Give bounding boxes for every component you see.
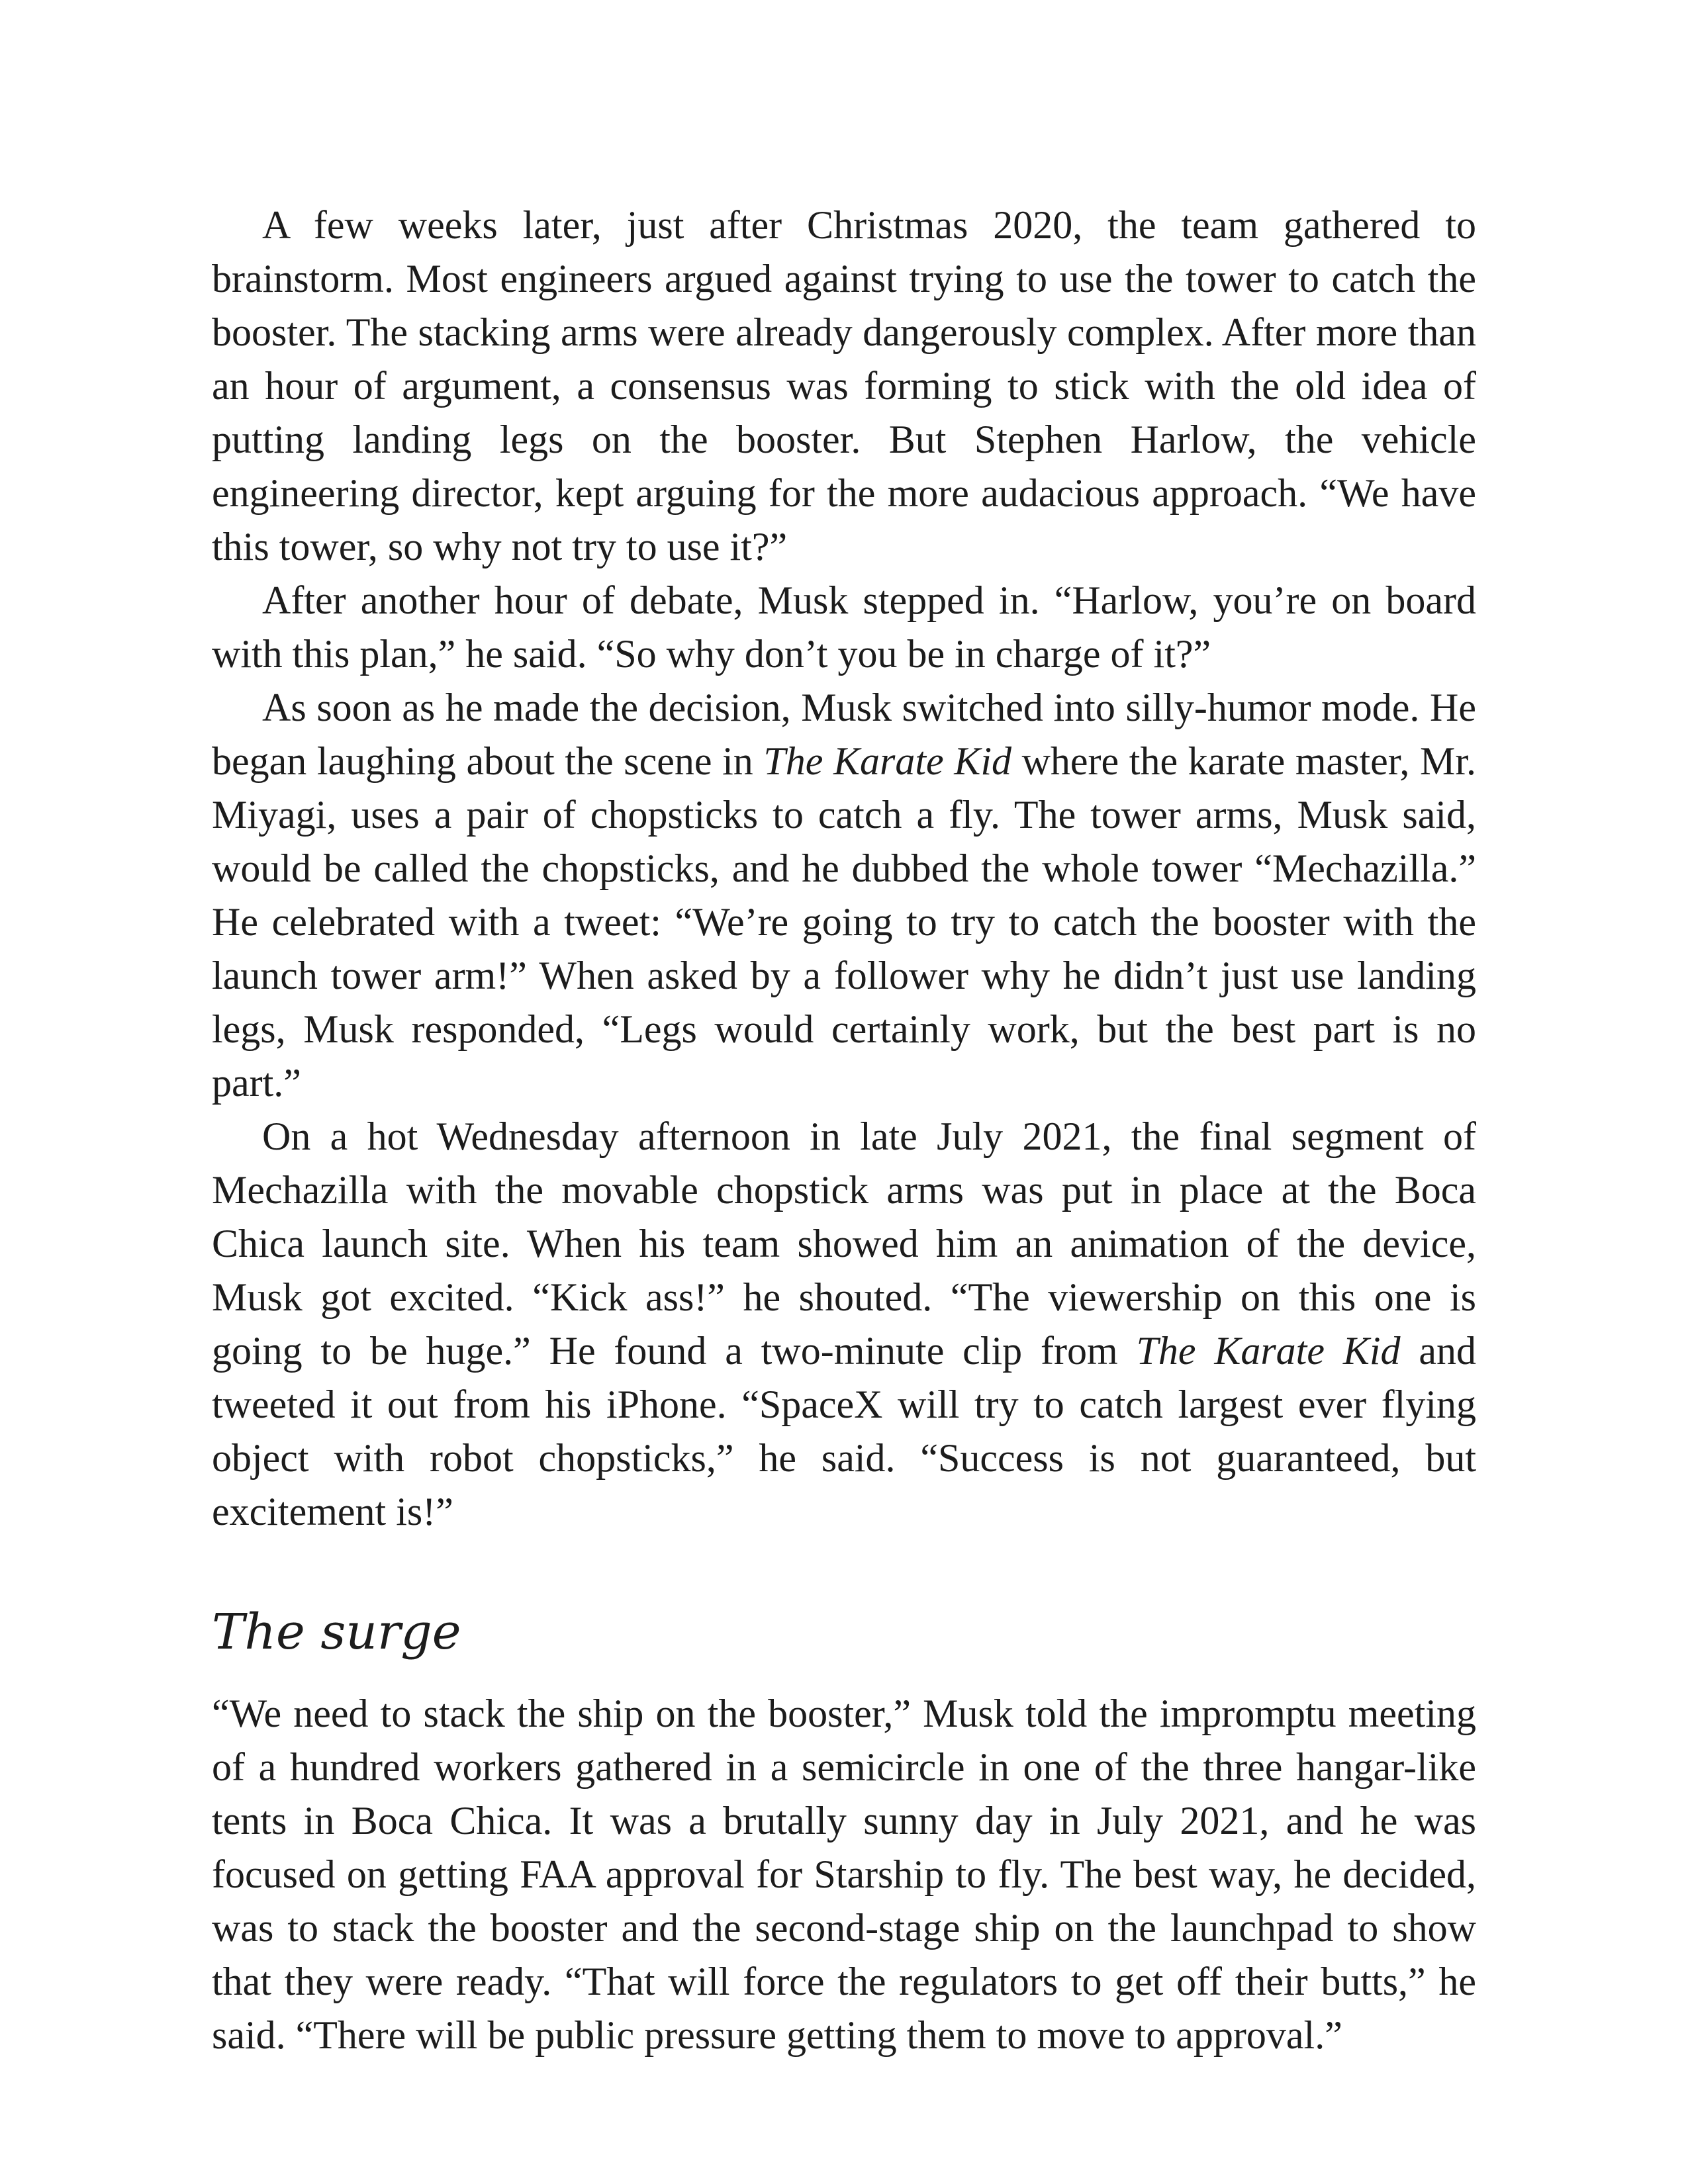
paragraph-text: “We need to stack the ship on the booster,” Musk told the impromptu meeting of a hundred workers gathered in a semicircle in one of the three hangar-like tents in Boca Chica. It was a brutally sunny day in July 2021, and he was focused on getting FAA approval for Starship to fly. The best way, he decided, was to stack the booster and the second-stage ship on the launchpad to show that they were ready. “That will force the regulators to get off their butts,” he said. “There will be public pressure getting them to move to approval.” — [212, 1692, 1476, 2057]
paragraph-stack-ship — [212, 1687, 1476, 2062]
paragraph-brainstorm — [212, 199, 1476, 574]
paragraph-text-part: where the karate master, Mr. Miyagi, uses a pair of chopsticks to catch a fly. The tower arms, Musk said, would be called the chopsticks, and he dubbed the whole tower “Mechazilla.” He celebrated with a tweet: “We’re going to try to catch the booster with the launch tower arm!” When asked by a follower why he didn’t just use landing legs, Musk responded, “Legs would certainly work, but the best part is no part.” — [212, 739, 1476, 1105]
paragraph-mechazilla — [212, 1110, 1476, 1539]
paragraph-chopsticks — [212, 681, 1476, 1110]
paragraph-text-part: and tweeted it out from his iPhone. “SpaceX will try to catch largest ever flying object with robot chopsticks,” he said. “Success is not guaranteed, but excitement is!” — [212, 1329, 1476, 1533]
film-title: The Karate Kid — [1136, 1329, 1401, 1373]
paragraph-text: After another hour of debate, Musk stepped in. “Harlow, you’re on board with this plan,” he said. “So why don’t you be in charge of it?” — [212, 578, 1476, 676]
paragraph-text-part: As soon as he made the decision, Musk switched into silly-humor mode. He began laughing about the scene in — [212, 686, 1476, 783]
paragraph-harlow — [212, 574, 1476, 681]
paragraph-text-part: On a hot Wednesday afternoon in late July 2021, the final segment of Mechazilla with the movable chopstick arms was put in place at the Boca Chica launch site. When his team showed him an animation of the device, Musk got excited. “Kick ass!” he shouted. “The viewership on this one is going to be huge.” He found a two-minute clip from — [212, 1115, 1476, 1373]
film-title: The Karate Kid — [763, 739, 1011, 783]
paragraph-text: A few weeks later, just after Christmas 2020, the team gathered to brainstorm. Most engineers argued against trying to use the tower to catch the booster. The stacking arms were already dangerously complex. After more than an hour of argument, a consensus was forming to stick with the old idea of putting landing legs on the booster. But Stephen Harlow, the vehicle engineering director, kept arguing for the more audacious approach. “We have this tower, so why not try to use it?” — [212, 203, 1476, 569]
book-page — [212, 199, 1476, 2062]
section-heading: The surge — [212, 1604, 461, 1661]
